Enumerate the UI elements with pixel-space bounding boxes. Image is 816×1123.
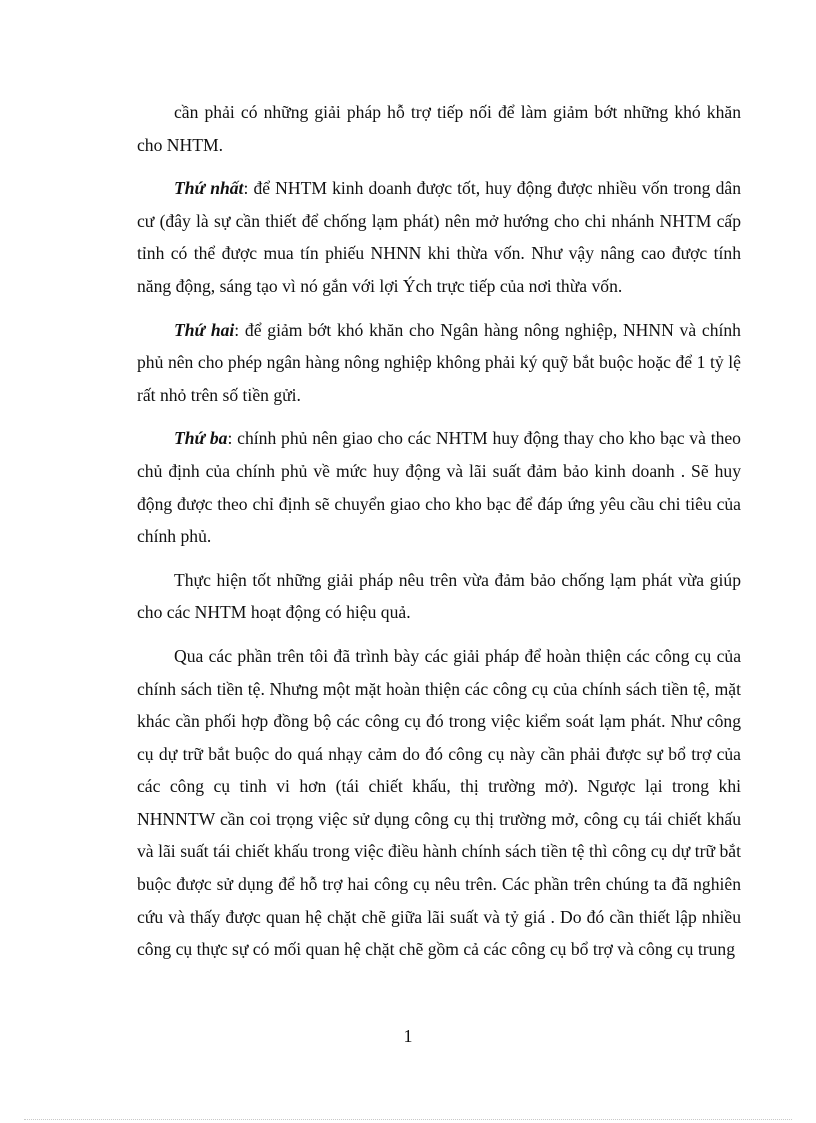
paragraph-6 <box>137 640 741 966</box>
page-bottom-divider <box>24 1119 792 1120</box>
page-number: 1 <box>403 1026 413 1046</box>
page-body <box>137 96 741 977</box>
paragraph-5-text: Thực hiện tốt những giải pháp nêu trên vừa đảm bảo chống lạm phát vừa giúp cho các NHTM hoạt động có hiệu quả. <box>137 569 741 623</box>
paragraph-2 <box>137 172 741 302</box>
paragraph-4-text: : chính phủ nên giao cho các NHTM huy động thay cho kho bạc và theo chủ định của chính phủ về mức huy động và lãi suất đảm bảo kinh doanh . Sẽ huy động được theo chỉ định sẽ chuyển giao cho kho bạc để đáp ứng yêu cầu chi tiêu của chính phủ. <box>137 428 741 547</box>
paragraph-1 <box>137 96 741 161</box>
paragraph-6-text: Qua các phần trên tôi đã trình bày các giải pháp để hoàn thiện các công cụ của chính sách tiền tệ. Nhưng một mặt hoàn thiện các công cụ của chính sách tiền tệ, mặt khác cần phối hợp đồng bộ các công cụ đó trong việc kiểm soát lạm phát. Như công cụ dự trữ bắt buộc do quá nhạy cảm do đó công cụ này cần phải được sự bổ trợ của các công cụ tinh vi hơn (tái chiết khấu, thị trường mở). Ngược lại trong khi NHNNTW cần coi trọng việc sử dụng công cụ thị trường mở, công cụ tái chiết khấu và lãi suất tái chiết khấu trong việc điều hành chính sách tiền tệ thì công cụ dự trữ bắt buộc được sử dụng để hỗ trợ hai công cụ nêu trên. Các phần trên chúng ta đã nghiên cứu và thấy được quan hệ chặt chẽ giữa lãi suất và tỷ giá . Do đó cần thiết lập nhiều công cụ thực sự có mối quan hệ chặt chẽ gồm cả các công cụ bổ trợ và công cụ trung <box>137 645 741 960</box>
paragraph-1-text: cần phải có những giải pháp hỗ trợ tiếp nối để làm giảm bớt những khó khăn cho NHTM. <box>137 102 741 155</box>
paragraph-5 <box>137 564 741 629</box>
paragraph-3 <box>137 314 741 412</box>
paragraph-4 <box>137 422 741 552</box>
paragraph-4-lead: Thứ ba <box>174 428 228 449</box>
paragraph-3-text: : để giảm bớt khó khăn cho Ngân hàng nông nghiệp, NHNN và chính phủ nên cho phép ngân hàng nông nghiệp không phải ký quỹ bắt buộc hoặc để 1 tỷ lệ rất nhỏ trên số tiền gửi. <box>137 319 741 405</box>
paragraph-2-text: : để NHTM kinh doanh được tốt, huy động được nhiều vốn trong dân cư (đây là sự cần thiết để chống lạm phát) nên mở hướng cho chi nhánh NHTM cấp tỉnh có thể được mua tín phiếu NHNN khi thừa vốn. Như vậy nâng cao được tính năng động, sáng tạo vì nó gắn với lợi Ých trực tiếp của nơi thừa vốn. <box>137 178 741 296</box>
paragraph-2-lead: Thứ nhất <box>174 178 244 199</box>
paragraph-3-lead: Thứ hai <box>174 319 235 340</box>
